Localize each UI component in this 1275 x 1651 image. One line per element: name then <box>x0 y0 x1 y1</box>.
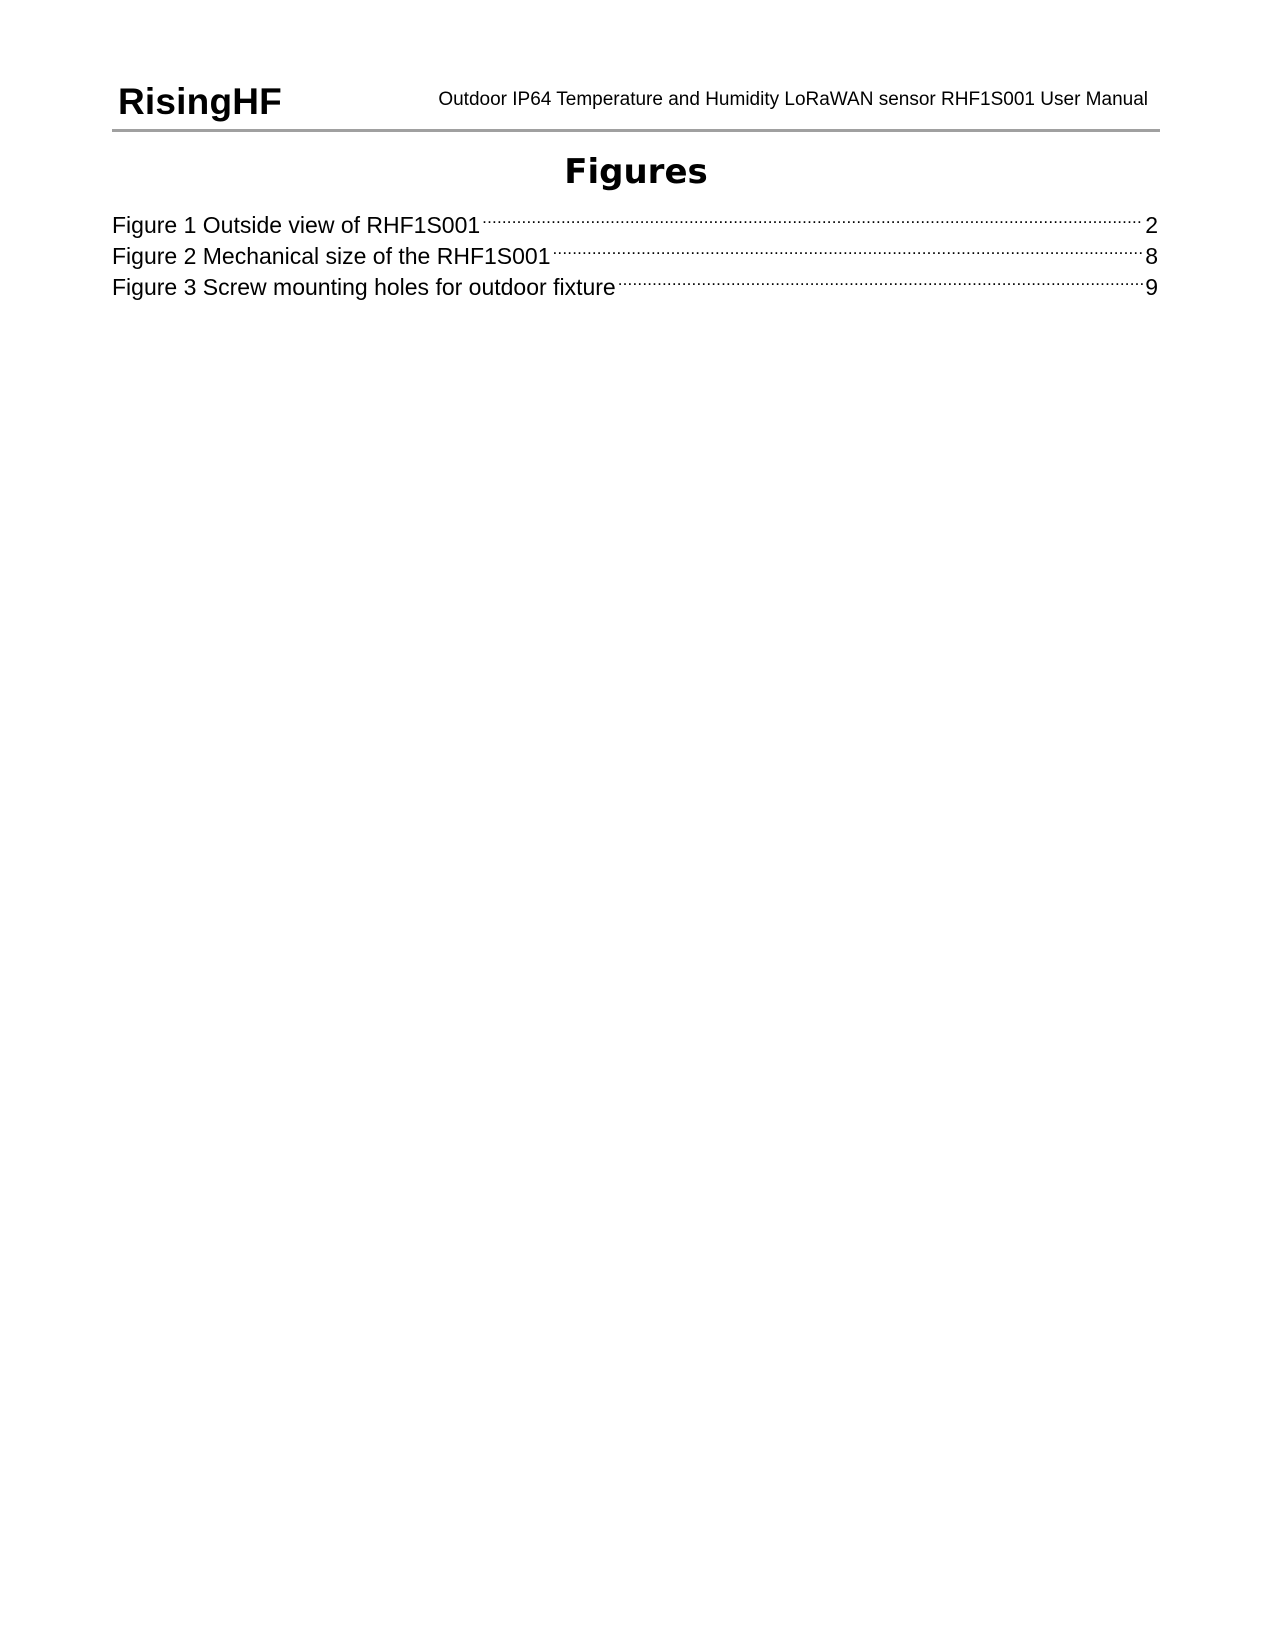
figure-entry-page: 9 <box>1145 274 1158 300</box>
brand-logo-text: RisingHF <box>118 81 282 122</box>
header-divider <box>112 129 1160 132</box>
page-header <box>112 74 1160 134</box>
document-title: Outdoor IP64 Temperature and Humidity LoRaWAN sensor RHF1S001 User Manual <box>438 89 1148 110</box>
figure-entry-label: Figure 2 Mechanical size of the RHF1S001 <box>112 243 551 269</box>
figure-entry-label: Figure 1 Outside view of RHF1S001 <box>112 212 481 238</box>
figure-entry-1[interactable] <box>112 202 1158 238</box>
dot-leader <box>618 264 1144 295</box>
dot-leader <box>553 233 1144 264</box>
dot-leader <box>482 202 1143 233</box>
figure-entry-page: 2 <box>1145 212 1158 238</box>
figure-entry-page: 8 <box>1145 243 1158 269</box>
table-of-figures <box>112 202 1158 300</box>
figure-entry-label: Figure 3 Screw mounting holes for outdoor fixture <box>112 274 616 300</box>
section-title: Figures <box>564 152 708 192</box>
